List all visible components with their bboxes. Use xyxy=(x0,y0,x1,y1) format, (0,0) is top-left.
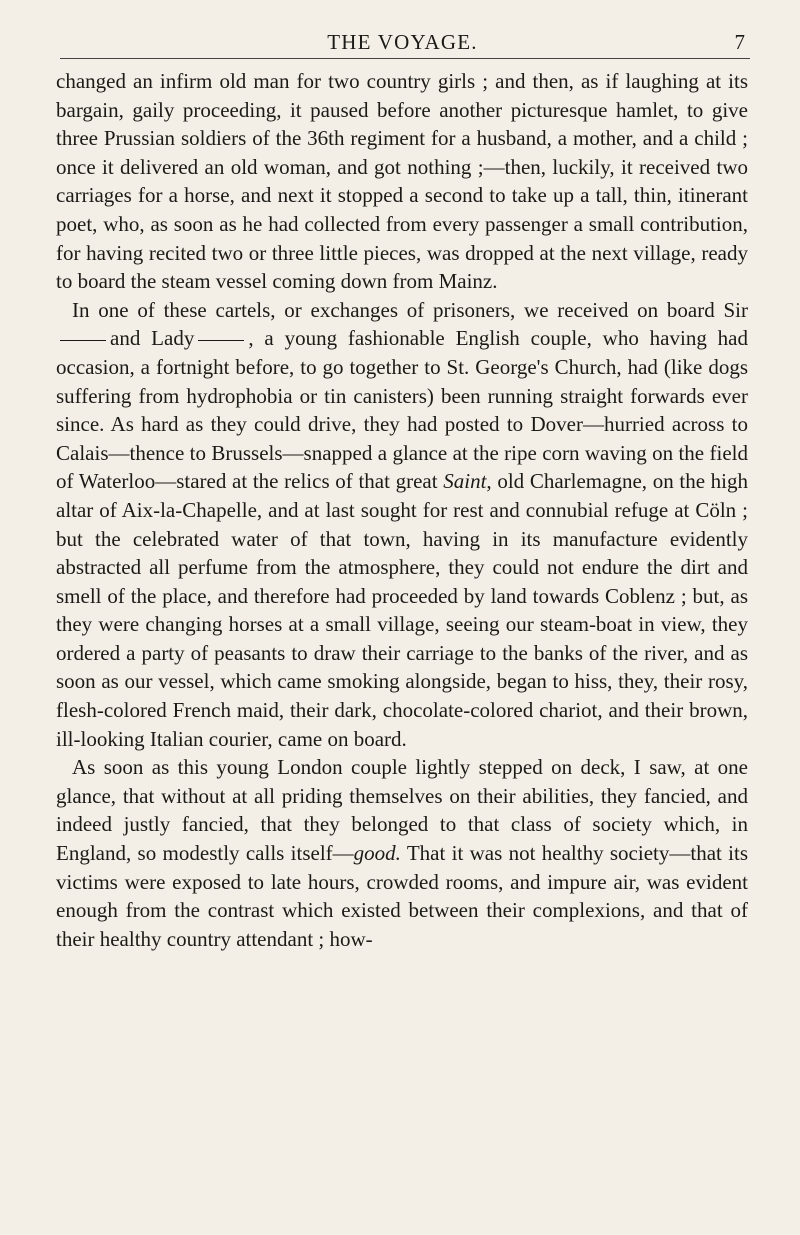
header-rule xyxy=(60,58,750,59)
running-head xyxy=(60,30,745,54)
name-dash-1 xyxy=(60,340,106,341)
paragraph-3 xyxy=(56,753,748,953)
paragraph-2-text-a: In one of these cartels, or exchanges of prisoners, we received on board Sir xyxy=(72,297,748,322)
paragraph-2-text-c: , a young fashionable English couple, who having had occasion, a fortnight before, to go together to St. George's Church, had (like dogs suffering from hydrophobia or tin canisters) been running straight forwards ever since. As hard as they could drive, they had posted to Dover—hurried across to Calais—thence to Brussels—snapped a glance at the ripe corn waving on the field of Waterloo—stared at the relics of that great xyxy=(56,326,748,494)
page-number: 7 xyxy=(734,30,745,54)
paragraph-2-text-d: , old Charlemagne, on the high altar of Aix-la-Chapelle, and at last sought for rest and connubial refuge at Cöln ; but the celebrated water of that town, having in its manufacture evidently abstracted all perfume from the atmosphere, they could not endure the dirt and smell of the place, and therefore had proceeded by land towards Coblenz ; but, as they were changing horses at a small village, seeing our steam-boat in view, they ordered a party of peasants to draw their carriage to the banks of the river, and as soon as our vessel, which came smoking alongside, began to hiss, they, their rosy, flesh-colored French maid, their dark, chocolate-colored chariot, and their brown, ill-looking Italian courier, came on board. xyxy=(56,469,749,751)
paragraph-3-text-a: As soon as this young London couple lightly stepped on deck, I saw, at one glance, that without at all priding themselves on their abilities, they fancied, and indeed justly fancied, that they belonged to that class of society which, in England, so modestly calls itself— xyxy=(56,755,748,866)
running-title: THE VOYAGE. xyxy=(327,30,478,54)
paragraph-2-italic-saint: Saint xyxy=(443,469,487,494)
paragraph-3-italic-good: good. xyxy=(353,841,401,866)
body-text xyxy=(56,67,748,953)
paragraph-1 xyxy=(56,67,748,296)
paragraph-1-text: changed an infirm old man for two country girls ; and then, as if laughing at its bargain, gaily proceeding, it paused before another picturesque hamlet, to give three Prussian soldiers of the 36th regiment for a husband, a mother, and a child ; once it delivered an old woman, and got nothing ;—then, luckily, it received two carriages for a horse, and next it stopped a second to take up a tall, thin, itinerant poet, who, as soon as he had collected from every passenger a small contribution, for having recited two or three little pieces, was dropped at the next village, ready to board the steam vessel coming down from Mainz. xyxy=(56,69,748,294)
name-dash-2 xyxy=(198,340,244,341)
paragraph-2 xyxy=(56,296,748,754)
paragraph-2-text-b: and Lady xyxy=(110,326,195,351)
paragraph-3-text-b: That it was not healthy society—that its victims were exposed to late hours, crowded rooms, and impure air, was evident enough from the contrast which existed between their complexions, and that of their healthy country attendant ; how- xyxy=(56,841,749,951)
